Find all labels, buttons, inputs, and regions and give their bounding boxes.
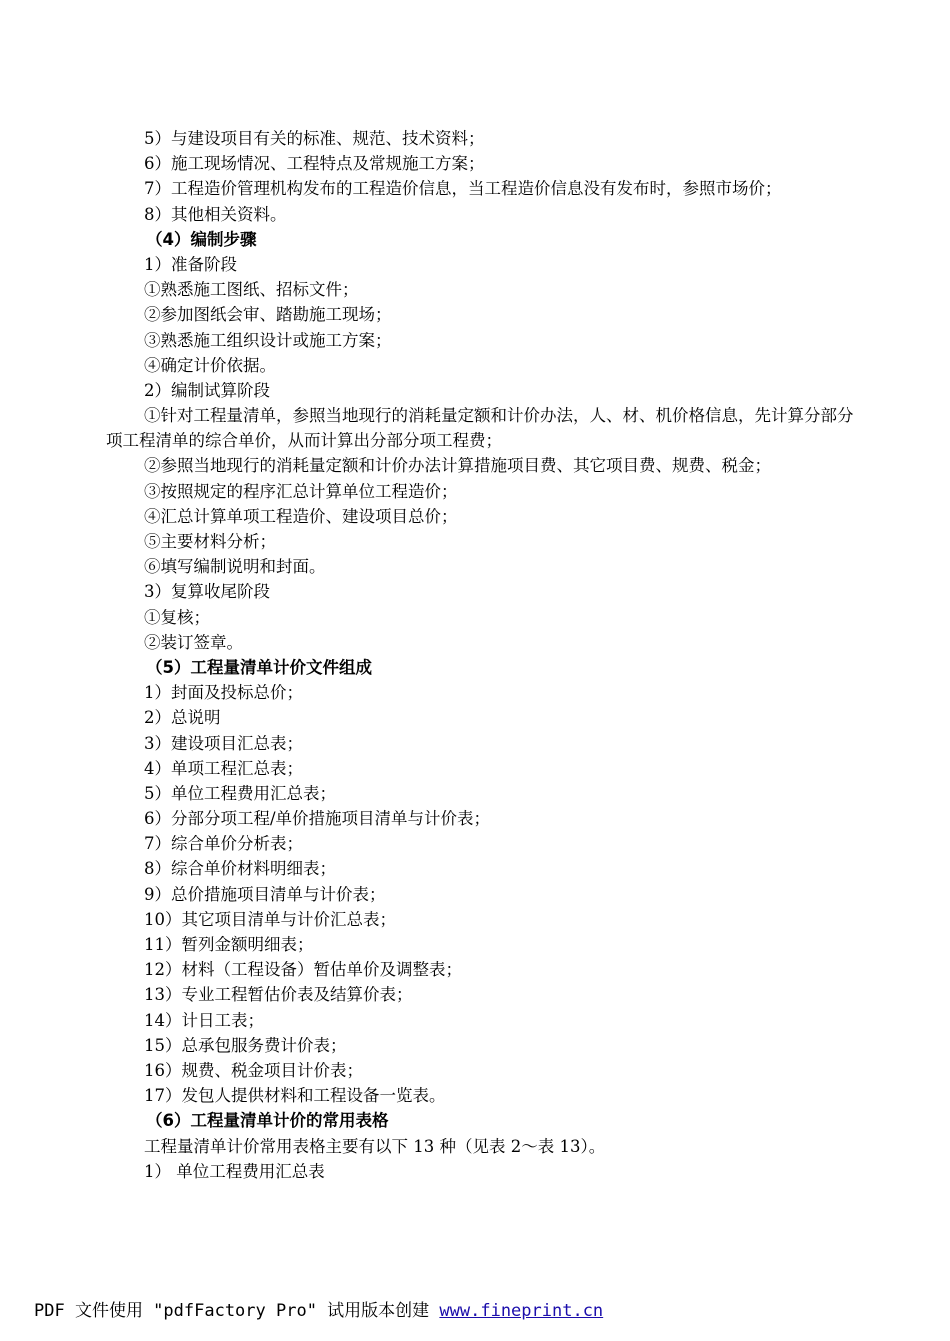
section-heading-4: （4）编制步骤 bbox=[146, 229, 257, 249]
list-item: 13）专业工程暂估价表及结算价表； bbox=[144, 985, 413, 1005]
list-item: 工程量清单计价常用表格主要有以下 13 种（见表 2～表 13）。 bbox=[144, 1136, 606, 1156]
list-item: 3）建设项目汇总表； bbox=[144, 733, 303, 753]
list-item: 16）规费、税金项目计价表； bbox=[144, 1060, 363, 1080]
list-item: ②装订签章。 bbox=[144, 632, 243, 652]
pdf-footer bbox=[34, 1296, 603, 1321]
list-item: 5）单位工程费用汇总表； bbox=[144, 783, 336, 803]
list-item: ④汇总计算单项工程造价、建设项目总价； bbox=[144, 506, 458, 526]
list-item: 1）准备阶段 bbox=[144, 254, 237, 274]
list-item: 15）总承包服务费计价表； bbox=[144, 1035, 347, 1055]
list-group bbox=[106, 680, 858, 1108]
list-group bbox=[106, 252, 858, 403]
section-heading-6: （6）工程量清单计价的常用表格 bbox=[146, 1111, 389, 1131]
list-item: 2）总说明 bbox=[144, 708, 221, 728]
list-item: 3）复算收尾阶段 bbox=[144, 582, 270, 602]
list-item: 8）其他相关资料。 bbox=[144, 204, 287, 224]
footer-text: PDF 文件使用 "pdfFactory Pro" 试用版本创建 bbox=[34, 1301, 440, 1321]
list-item: ③熟悉施工组织设计或施工方案； bbox=[144, 330, 392, 350]
list-item: 2）编制试算阶段 bbox=[144, 380, 270, 400]
list-item: 17）发包人提供材料和工程设备一览表。 bbox=[144, 1086, 446, 1106]
list-item: ①复核； bbox=[144, 607, 210, 627]
list-item: ④确定计价依据。 bbox=[144, 355, 276, 375]
list-item: ①熟悉施工图纸、招标文件； bbox=[144, 280, 359, 300]
footer-link[interactable]: www.fineprint.cn bbox=[439, 1301, 604, 1321]
list-item: 11）暂列金额明细表； bbox=[144, 935, 314, 955]
paragraph-calculation: ①针对工程量清单，参照当地现行的消耗量定额和计价办法，人、材、机价格信息，先计算分部分项工程清单的综合单价，从而计算出分部分项工程费； bbox=[106, 406, 854, 451]
list-item: ③按照规定的程序汇总计算单位工程造价； bbox=[144, 481, 458, 501]
list-item: 14）计日工表； bbox=[144, 1010, 264, 1030]
list-item: 1）封面及投标总价； bbox=[144, 683, 303, 703]
list-item: 8）综合单价材料明细表； bbox=[144, 859, 336, 879]
list-item: ⑤主要材料分析； bbox=[144, 532, 276, 552]
list-item: 4）单项工程汇总表； bbox=[144, 758, 303, 778]
list-group bbox=[106, 1134, 858, 1184]
list-item: 10）其它项目清单与计价汇总表； bbox=[144, 909, 396, 929]
list-item: ⑥填写编制说明和封面。 bbox=[144, 557, 326, 577]
list-item: 5）与建设项目有关的标准、规范、技术资料； bbox=[144, 129, 485, 148]
list-item: 6）分部分项工程/单价措施项目清单与计价表； bbox=[144, 809, 491, 829]
list-item: 9）总价措施项目清单与计价表； bbox=[144, 884, 386, 904]
paragraph-pricing-info: 7）工程造价管理机构发布的工程造价信息，当工程造价信息没有发布时，参照市场价； bbox=[144, 179, 782, 199]
section-heading-5: （5）工程量清单计价文件组成 bbox=[146, 657, 372, 677]
list-group bbox=[106, 126, 858, 176]
list-group bbox=[106, 453, 858, 655]
list-item: 7）综合单价分析表； bbox=[144, 834, 303, 854]
list-item: 6）施工现场情况、工程特点及常规施工方案； bbox=[144, 154, 485, 174]
list-item: ②参加图纸会审、踏勘施工现场； bbox=[144, 305, 392, 325]
document-body bbox=[106, 126, 858, 1184]
list-item: 1） 单位工程费用汇总表 bbox=[144, 1161, 325, 1181]
list-item: 12）材料（工程设备）暂估单价及调整表； bbox=[144, 960, 462, 980]
list-item: ②参照当地现行的消耗量定额和计价办法计算措施项目费、其它项目费、规费、税金； bbox=[144, 456, 771, 476]
